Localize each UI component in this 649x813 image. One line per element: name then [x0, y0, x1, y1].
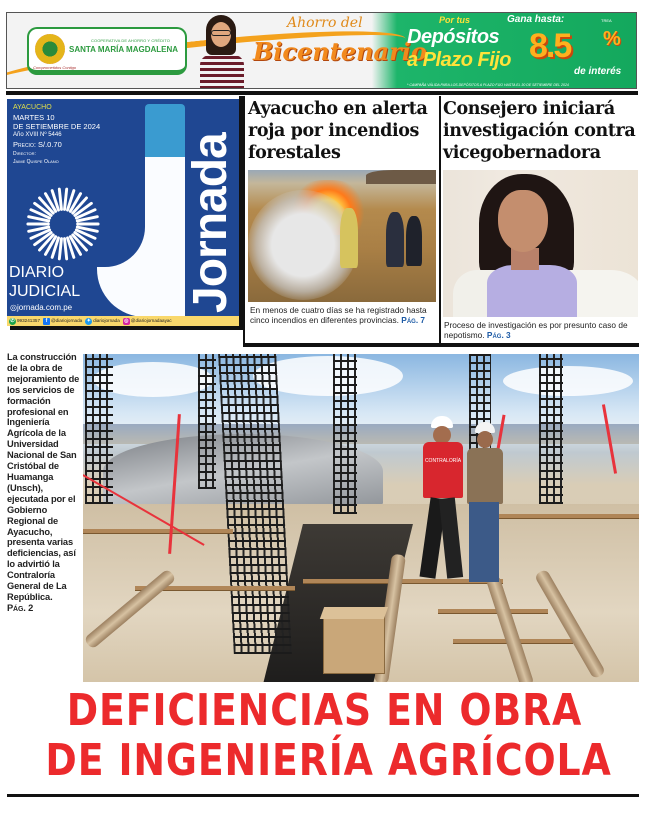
masthead-website[interactable] [10, 303, 72, 313]
coop-name: SANTA MARÍA MAGDALENA [69, 45, 179, 54]
social-facebook[interactable] [43, 317, 82, 324]
instagram-handle: @diariojornadaayac [130, 318, 172, 324]
edition-city: AYACUCHO [13, 104, 52, 111]
engineer [465, 422, 505, 587]
page-reference[interactable]: Pág. 3 [486, 330, 511, 340]
coop-logo-box [27, 27, 187, 75]
section-rule [243, 343, 639, 347]
masthead [7, 99, 239, 316]
main-headline-line1[interactable]: DEFICIENCIAS EN OBRA [66, 685, 583, 736]
masthead-diario: DIARIO [9, 264, 65, 281]
social-whatsapp[interactable] [9, 317, 40, 324]
vicegobernadora-photo [443, 170, 638, 317]
caption-text: En menos de cuatro días se ha registrado hasta cinco incendios en diferentes provincias. [250, 305, 427, 325]
ad-plazo-fijo-text: a Plazo Fijo [407, 49, 512, 71]
ad-disclaimer: * CAMPAÑA VÁLIDA PARA LOS DEPÓSITOS A PLAZO FIJO HASTA EL 30 DE SETIEMBRE DEL 2024 [407, 83, 569, 87]
lead-summary [7, 352, 83, 614]
masthead-brand: Jornada [184, 133, 237, 313]
edition-year-issue: Año XVIII Nº 5446 [13, 132, 62, 138]
column-rule [439, 96, 441, 346]
twitter-icon: ✦ [86, 317, 91, 324]
sunburst-ray [59, 239, 61, 259]
social-instagram[interactable] [123, 317, 172, 324]
ad-percent-sign: % [603, 28, 621, 50]
contraloria-inspector [421, 416, 467, 586]
ad-trea-label: TREA [601, 18, 612, 23]
ad-interes-text: de interés [574, 66, 622, 77]
cardboard-box [323, 616, 385, 674]
lead-summary-text: La construcción de la obra de mejoramiento de los servicios de formación profesional en Ingeniería Agrícola de la Universidad Nacional de San Cristóbal de Huamanga (Unsch), ejecutada por el Gobierno Regional de Ayacucho, presenta varias deficiencias, así lo advirtió la Contraloría General de La República. [7, 352, 80, 602]
whatsapp-number: 993241357 [17, 318, 40, 324]
lead-page-reference[interactable]: Pág. 2 [7, 602, 34, 613]
globe-icon: ◎ [10, 303, 17, 312]
social-bar [7, 316, 239, 326]
ad-banner[interactable] [6, 12, 637, 89]
edition-date-line1: MARTES 10 [13, 113, 55, 122]
story-wildfires[interactable] [248, 98, 438, 343]
vest-text: CONTRALORÍA [423, 442, 463, 498]
ad-bicentenario-text: Bicentenario [253, 37, 427, 66]
main-headline-line2[interactable]: DE INGENIERÍA AGRÍCOLA [45, 735, 612, 786]
caption-text: Proceso de investigación es por presunto caso de nepotismo. [444, 320, 628, 340]
masthead-shadow [10, 326, 243, 330]
ad-model-image [192, 13, 252, 89]
website-text: jornada.com.pe [16, 303, 73, 312]
ad-rate-value: 8.5 [529, 27, 571, 65]
ad-gana-hasta-text: Gana hasta: [507, 14, 565, 25]
column-rule [243, 96, 245, 346]
j-logo-cap [145, 157, 185, 173]
construction-site-photo [83, 354, 639, 682]
director-label: Director: [13, 151, 36, 157]
coop-slogan: Comprometidos Contigo [33, 65, 77, 70]
story-headline[interactable]: Consejero iniciará investigación contra vicegobernadora [443, 99, 636, 163]
coop-seal-icon [35, 34, 65, 64]
sunburst-logo-icon [24, 185, 102, 263]
wildfire-photo [248, 170, 436, 302]
edition-price: Precio: S/.0.70 [13, 140, 62, 149]
facebook-handle: @diariojornada [51, 318, 83, 324]
coop-subtitle: COOPERATIVA DE AHORRO Y CRÉDITO [91, 38, 170, 43]
instagram-icon: ◎ [124, 317, 129, 324]
whatsapp-icon: ✆ [10, 317, 15, 324]
ad-ahorro-text: Ahorro del [287, 15, 363, 31]
story-vicegobernadora[interactable] [443, 98, 639, 343]
story-headline[interactable]: Ayacucho en alerta roja por incendios forestales [248, 99, 428, 163]
bottom-rule [7, 794, 639, 797]
sunburst-ray [65, 239, 67, 259]
ad-depositos-text: Depósitos [407, 26, 500, 48]
story-caption [250, 305, 438, 325]
masthead-judicial: JUDICIAL [9, 283, 81, 300]
edition-date-line2: DE SETIEMBRE DE 2024 [13, 122, 101, 131]
top-rule [6, 91, 638, 95]
page-reference[interactable]: Pág. 7 [401, 315, 426, 325]
sunburst-ray [65, 189, 67, 209]
story-caption [444, 320, 640, 340]
ad-por-tus-text: Por tus [439, 15, 471, 25]
sunburst-ray [59, 189, 61, 209]
facebook-icon: f [43, 318, 50, 325]
social-twitter[interactable] [85, 317, 120, 324]
director-name: Jaime Quispe Olano [13, 159, 59, 165]
twitter-handle: diariojornada [93, 318, 120, 324]
